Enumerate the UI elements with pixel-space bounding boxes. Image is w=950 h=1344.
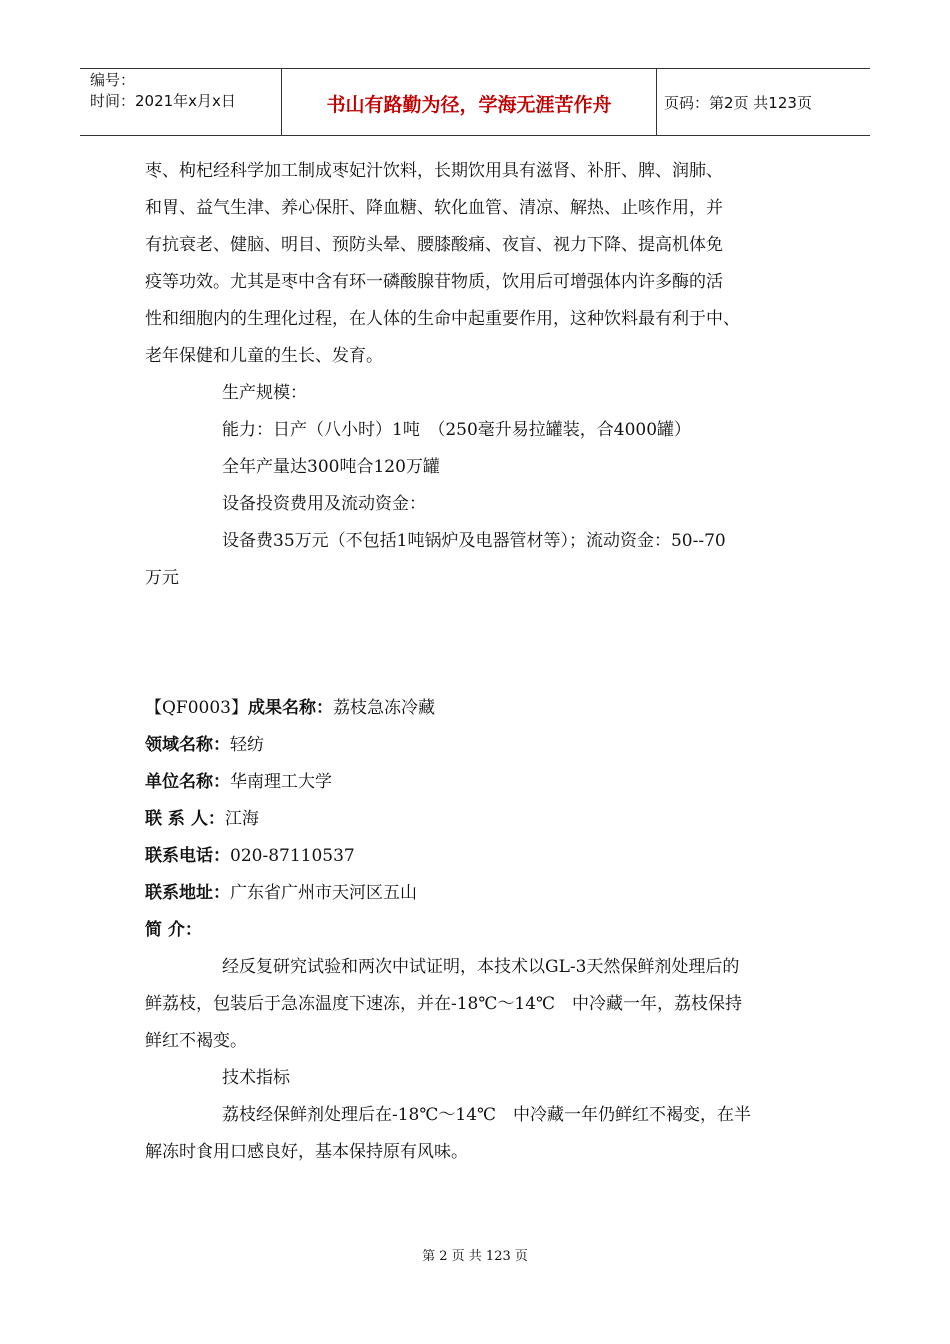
unit-label: 单位名称：: [145, 772, 230, 792]
header-divider-right: [656, 68, 657, 135]
entry-contact-row: [145, 801, 805, 838]
contact-label: 联 系 人：: [145, 809, 225, 829]
entry-unit-row: [145, 764, 805, 801]
address-label: 联系地址：: [145, 883, 230, 903]
intro-line: 枣、枸杞经科学加工制成枣妃汁饮料，长期饮用具有滋肾、补肝、脾、润肺、: [145, 161, 723, 181]
intro-label: 简 介：: [145, 920, 202, 940]
description-line: 鲜红不褐变。: [145, 1031, 247, 1051]
entry-address-row: [145, 875, 805, 912]
investment-cost-line-cont: 万元: [145, 568, 179, 588]
header-top-rule: [80, 68, 870, 69]
phone-label: 联系电话：: [145, 846, 230, 866]
phone-value: 020-87110537: [230, 846, 355, 866]
header-bottom-rule: [80, 135, 870, 136]
entry-name: 荔枝急冻冷藏: [333, 698, 435, 718]
entry-code: 【QF0003】: [145, 698, 248, 718]
description-line: 鲜荔枝，包装后于急冻温度下速冻，并在-18℃～14℃ 中冷藏一年，荔枝保持: [145, 994, 743, 1014]
description-line: 经反复研究试验和两次中试证明，本技术以GL-3天然保鲜剂处理后的: [222, 957, 740, 977]
intro-line: 老年保健和儿童的生长、发育。: [145, 346, 383, 366]
header-meta: [90, 70, 236, 112]
entry-title-row: [145, 690, 805, 727]
footer-page-number: 第 2 页 共 123 页: [422, 1249, 528, 1264]
header-time-label: 时间：2021年x月x日: [90, 92, 236, 110]
investment-label: 设备投资费用及流动资金：: [222, 494, 426, 514]
header-page-info: 页码：第2页 共123页: [664, 94, 812, 112]
contact-value: 江海: [224, 809, 259, 829]
tech-line: 荔枝经保鲜剂处理后在-18℃～14℃ 中冷藏一年仍鲜红不褐变，在半: [222, 1105, 752, 1125]
tech-line: 解冻时食用口感良好，基本保持原有风味。: [145, 1142, 468, 1162]
intro-line: 疫等功效。尤其是枣中含有环一磷酸腺苷物质，饮用后可增强体内许多酶的活: [145, 272, 723, 292]
intro-line: 性和细胞内的生理化过程，在人体的生命中起重要作用，这种饮料最有利于中、: [145, 309, 740, 329]
intro-line: 有抗衰老、健脑、明目、预防头晕、腰膝酸痛、夜盲、视力下降、提高机体免: [145, 235, 723, 255]
investment-cost-line: 设备费35万元（不包括1吨锅炉及电器管材等）；流动资金：50--70: [222, 531, 726, 551]
production-capacity: 能力：日产（八小时）1吨 （250毫升易拉罐装，合4000罐）: [222, 420, 692, 440]
entry-field-row: [145, 727, 805, 764]
section-gap: [145, 597, 805, 690]
document-body: [145, 153, 805, 1171]
production-scale-label: 生产规模：: [222, 383, 307, 403]
production-annual: 全年产量达300吨合120万罐: [222, 457, 440, 477]
header-code-label: 编号：: [90, 71, 136, 89]
field-value: 轻纺: [230, 735, 264, 755]
unit-value: 华南理工大学: [230, 772, 332, 792]
entry-name-label: 成果名称：: [248, 698, 333, 718]
entry-phone-row: [145, 838, 805, 875]
tech-label: 技术指标: [222, 1068, 290, 1088]
address-value: 广东省广州市天河区五山: [230, 883, 417, 903]
field-label: 领域名称：: [145, 735, 230, 755]
intro-line: 和胃、益气生津、养心保肝、降血糖、软化血管、清凉、解热、止咳作用，并: [145, 198, 723, 218]
header-motto: 书山有路勤为径，学海无涯苦作舟: [326, 94, 612, 116]
